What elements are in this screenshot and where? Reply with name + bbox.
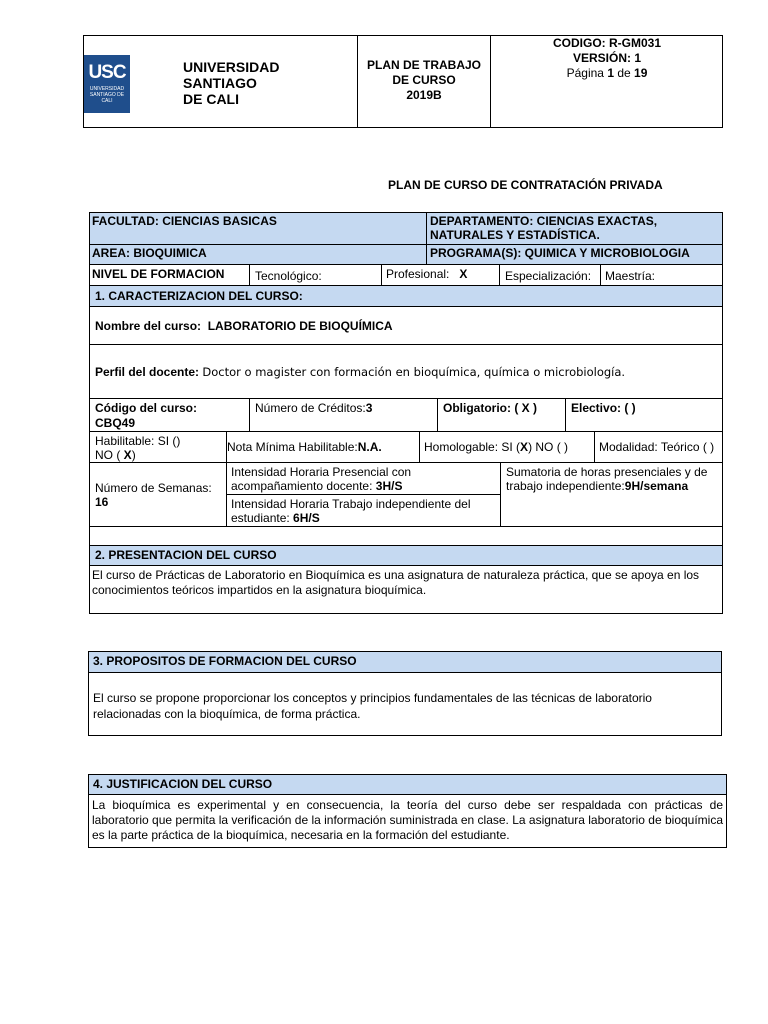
credits-cell: Número de Créditos:3	[255, 401, 373, 415]
plan-title: PLAN DE TRABAJO DE CURSO 2019B	[366, 58, 481, 102]
section-1-title: 1. CARACTERIZACION DEL CURSO:	[95, 289, 303, 303]
logo-text: USC	[88, 62, 126, 83]
departamento-cell: DEPARTAMENTO: CIENCIAS EXACTAS, NATURALES Y ESTADÍSTICA.	[430, 214, 658, 242]
especializacion-cell: Especialización:	[505, 269, 592, 283]
tecnologico-cell: Tecnológico:	[255, 269, 322, 283]
weeks-cell: Número de Semanas: 16	[95, 481, 212, 509]
profesional-cell: Profesional: X	[386, 267, 468, 281]
obligatorio-cell: Obligatorio: ( X )	[443, 401, 537, 415]
presential-hours-cell: Intensidad Horaria Presencial con acompañamiento docente: 3H/S	[231, 465, 412, 493]
section-2-text: El curso de Prácticas de Laboratorio en Bioquímica es una asignatura de naturaleza práctica, que se apoya en los conocimientos teóricos impartidos en la asignatura bioquímica.	[92, 568, 700, 597]
total-hours-cell: Sumatoria de horas presenciales y de trabajo independiente:9H/semana	[506, 465, 708, 493]
habilitable-cell: Habilitable: SI () NO ( X)	[95, 434, 181, 462]
nota-minima-cell: Nota Mínima Habilitable:N.A.	[227, 440, 382, 454]
document-title: PLAN DE CURSO DE CONTRATACIÓN PRIVADA	[388, 178, 663, 192]
section-4-title: 4. JUSTIFICACION DEL CURSO	[93, 777, 273, 791]
independent-hours-cell: Intensidad Horaria Trabajo independiente del estudiante: 6H/S	[231, 497, 471, 525]
section-2-title: 2. PRESENTACION DEL CURSO	[95, 548, 277, 562]
course-name-cell: Nombre del curso: LABORATORIO DE BIOQUÍMICA	[95, 319, 393, 333]
course-code-cell: Código del curso: CBQ49	[95, 401, 197, 430]
electivo-cell: Electivo: ( )	[571, 401, 636, 415]
section-3-title: 3. PROPOSITOS DE FORMACION DEL CURSO	[93, 654, 357, 668]
logo-subtext: UNIVERSIDAD SANTIAGO DE CALI	[89, 86, 125, 104]
usc-logo	[84, 55, 130, 113]
homologable-cell: Homologable: SI (X) NO ( )	[424, 440, 569, 454]
nivel-formacion-cell: NIVEL DE FORMACION	[92, 267, 225, 281]
section-4-text: La bioquímica es experimental y en consecuencia, la teoría del curso debe ser respaldada con prácticas de laboratorio que permita la verificación de la información suministrada en clase. La asignatura laboratorio de bioquímica es la parte práctica de la bioquímica, necesaria en la formación del estudiante.	[92, 798, 724, 842]
area-cell: AREA: BIOQUIMICA	[92, 246, 207, 260]
programa-cell: PROGRAMA(S): QUIMICA Y MICROBIOLOGIA	[430, 246, 690, 260]
page-indicator: Página 1 de 19	[566, 66, 648, 80]
section-3-text: El curso se propone proporcionar los conceptos y principios fundamentales de las técnicas de laboratorio relacionadas con la bioquímica, de forma práctica.	[93, 691, 652, 721]
teacher-profile-cell: Perfil del docente: Doctor o magister con formación en bioquímica, química o microbiología.	[95, 365, 626, 379]
modalidad-cell: Modalidad: Teórico ( )	[599, 440, 715, 454]
maestria-cell: Maestría:	[605, 269, 656, 283]
document-code: CODIGO: R-GM031 VERSIÓN: 1 Página 1 de 19	[491, 36, 723, 81]
facultad-cell: FACULTAD: CIENCIAS BASICAS	[92, 214, 277, 228]
university-name: UNIVERSIDAD SANTIAGO DE CALI	[183, 59, 280, 107]
